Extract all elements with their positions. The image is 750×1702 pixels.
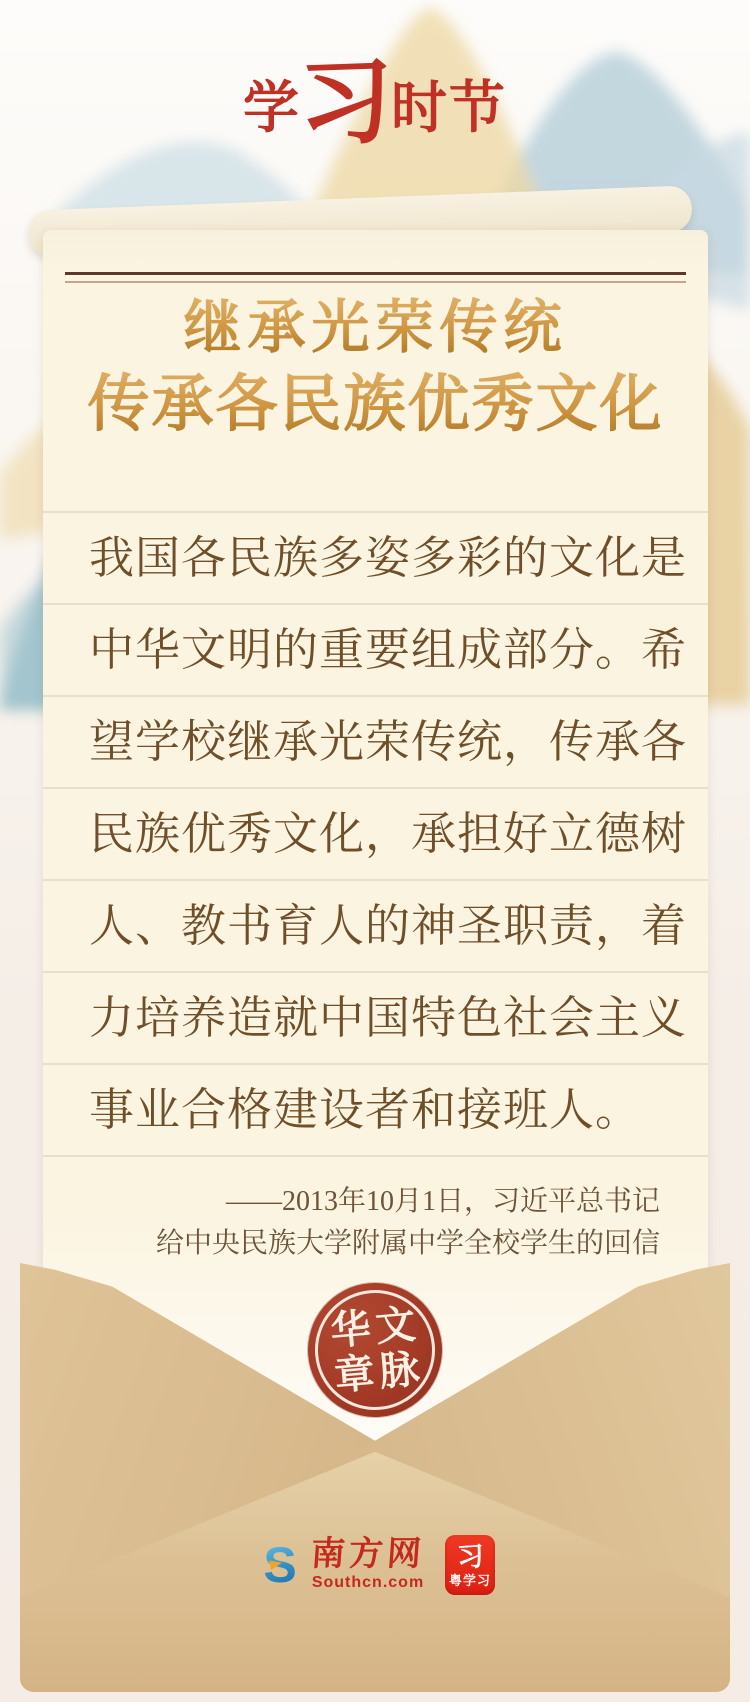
southcn-text <box>311 1538 425 1592</box>
seal-char: 华 <box>328 1304 373 1354</box>
southcn-swirl-icon <box>255 1539 305 1591</box>
letter-body <box>43 511 708 1157</box>
attribution-line1: ——2013年10月1日，习近平总书记 <box>225 1186 660 1217</box>
southcn-s-glyph: S <box>263 1537 297 1593</box>
seal-char: 脉 <box>377 1345 422 1395</box>
southcn-en-name: Southcn.com <box>311 1574 425 1591</box>
yuexuexi-glyph: 习 <box>455 1540 485 1573</box>
seal-char: 文 <box>373 1300 418 1350</box>
body-line: 中华文明的重要组成部分。希 <box>43 603 708 695</box>
brand-char: 节 <box>449 76 507 139</box>
attribution-line2: 给中央民族大学附属中学全校学生的回信 <box>155 1228 660 1259</box>
body-line: 我国各民族多姿多彩的文化是 <box>43 511 708 603</box>
footer-logos <box>255 1535 495 1595</box>
brand-char: 习 <box>297 48 397 157</box>
rule-light <box>65 281 686 283</box>
body-line: 力培养造就中国特色社会主义 <box>43 971 708 1063</box>
yuexuexi-label: 粤学习 <box>448 1572 491 1588</box>
yuexuexi-app-icon <box>445 1535 495 1595</box>
double-rule <box>65 272 686 283</box>
envelope <box>20 1263 730 1692</box>
letter-title-line2: 传承各民族优秀文化 <box>43 363 708 447</box>
letter-title-line1: 继承光荣传统 <box>43 293 708 363</box>
southcn-cn-name: 南方网 <box>309 1536 427 1573</box>
brand-char: 学 <box>242 76 301 139</box>
brand-char: 时 <box>391 76 449 139</box>
body-line: 民族优秀文化，承担好立德树 <box>43 787 708 879</box>
body-line: 人、教书育人的神圣职责，着 <box>43 879 708 971</box>
southcn-logo <box>255 1538 425 1592</box>
brand-logo <box>0 40 750 157</box>
body-line: 望学校继承光荣传统，传承各 <box>43 695 708 787</box>
rule-dark <box>65 272 686 275</box>
seal-char: 章 <box>332 1349 377 1399</box>
attribution <box>43 1181 708 1265</box>
body-line: 事业合格建设者和接班人。 <box>43 1063 708 1157</box>
